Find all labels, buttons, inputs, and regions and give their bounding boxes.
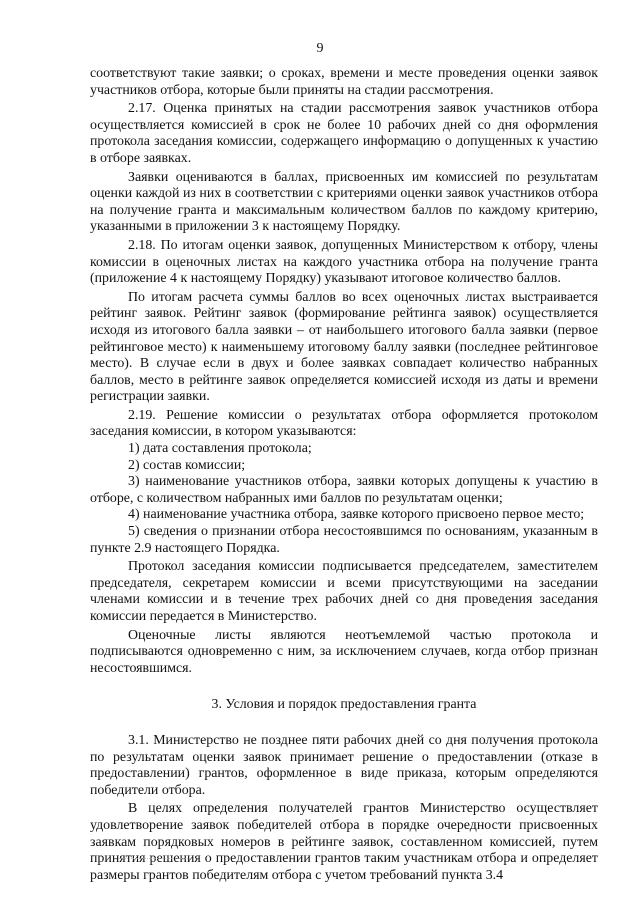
list-item: 3) наименование участников отбора, заявки которых допущены к участию в отборе, с количеством набранных ими баллов по результатам оценки; <box>90 474 598 506</box>
paragraph: Оценочные листы являются неотъемлемой частью протокола и подписываются одновременно с ним, за исключением случаев, когда отбор признан несостоявшимся. <box>90 627 598 676</box>
paragraph: По итогам расчета суммы баллов во всех оценочных листах выстраивается рейтинг заявок. Рейтинг заявок (формирование рейтинга заявок) осуществляется исходя из итогового балла заявки – от наибольшего итогового балла заявки (первое рейтинговое место) к наименьшему итоговому баллу заявки (последнее рейтинговое место). В случае если в двух и более заявках совпадает количество набранных баллов, место в рейтинге заявок определяется комиссией исходя из даты и времени регистрации заявки. <box>90 289 598 405</box>
list-item: 5) сведения о признании отбора несостоявшимся по основаниям, указанным в пункте 2.9 настоящего Порядка. <box>90 524 598 556</box>
paragraph: 2.18. По итогам оценки заявок, допущенных Министерством к отбору, члены комиссии в оценочных листах на каждого участника отбора на получение гранта (приложение 4 к настоящему Порядку) указывают итоговое количество баллов. <box>90 237 598 287</box>
scan-artifact <box>118 858 188 862</box>
list-item: 2) состав комиссии; <box>128 457 246 473</box>
page-number: 9 <box>316 41 324 56</box>
section-heading: 3. Условия и порядок предоставления гранта <box>211 697 477 713</box>
paragraph: 2.19. Решение комиссии о результатах отбора оформляется протоколом заседания комиссии, в котором указываются: <box>90 407 598 440</box>
list-item: 4) наименование участника отбора, заявке которого присвоено первое место; <box>128 507 585 523</box>
list-item: 1) дата составления протокола; <box>128 441 312 457</box>
document-body <box>90 66 598 884</box>
paragraph: соответствуют такие заявки; о сроках, времени и месте проведения оценки заявок участников отбора, которые были приняты на стадии рассмотрения. <box>90 66 598 98</box>
paragraph: Протокол заседания комиссии подписывается председателем, заместителем председателя, секретарем комиссии и всеми присутствующими на заседании членами комиссии и в течение трех рабочих дней со дня проведения заседания комиссии передается в Министерство. <box>90 559 598 624</box>
paragraph: 2.17. Оценка принятых на стадии рассмотрения заявок участников отбора осуществляется комиссией в срок не более 10 рабочих дней со дня оформления протокола заседания комиссии, содержащего информацию о допущенных к участию в отборе заявках. <box>90 101 598 166</box>
paragraph: 3.1. Министерство не позднее пяти рабочих дней со дня получения протокола по результатам оценки заявок принимает решение о предоставлении (отказе в предоставлении) грантов, оформленное в виде приказа, которым определяются победители отбора. <box>90 732 598 798</box>
paragraph: В целях определения получателей грантов Министерство осуществляет удовлетворение заявок победителей отбора в порядке очередности присвоенных заявкам порядковых номеров в рейтинге заявок, составленном комиссией, путем принятия решения о предоставлении грантов таким участникам отбора и определяет размеры грантов победителям отбора с учетом требований пункта 3.4 <box>90 801 598 883</box>
paragraph: Заявки оцениваются в баллах, присвоенных им комиссией по результатам оценки каждой из них в соответствии с критериями оценки заявок участников отбора на получение гранта и максимальным количеством баллов по каждому критерию, указанными в приложении 3 к настоящему Порядку. <box>90 169 598 235</box>
